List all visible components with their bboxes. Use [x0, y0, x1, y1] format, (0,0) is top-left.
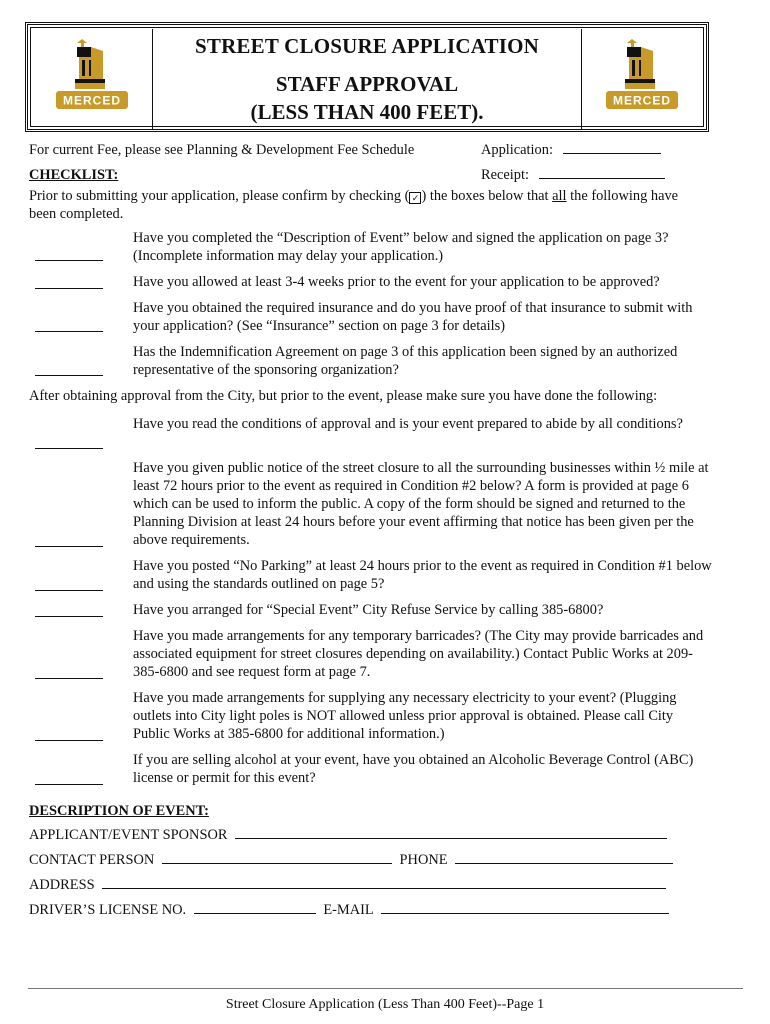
- checklist-blank[interactable]: [35, 546, 103, 547]
- checkbox-checked-icon: ✓: [409, 192, 421, 204]
- checklist-item-text: If you are selling alcohol at your event, have you obtained an Alcoholic Beverage Control (ABC) license or permit for this event?: [133, 752, 694, 786]
- logo-text: MERCED: [612, 93, 672, 108]
- description-heading: DESCRIPTION OF EVENT:: [29, 803, 209, 819]
- license-row: [29, 901, 669, 919]
- checklist-item-text: Have you made arrangements for any temporary barricades? (The City may provide barricades and associated equipment for street closures depending on availability.) Contact Public Works at 209-385-6800 and see request form at page 7.: [133, 628, 704, 680]
- checklist-item-text: Have you posted “No Parking” at least 24 hours prior to the event as required in Condition #1 below and using the standards outlined on page 5?: [133, 558, 712, 592]
- email-input[interactable]: [381, 901, 669, 914]
- applicant-input[interactable]: [235, 826, 667, 839]
- checklist-item-text: Have you allowed at least 3-4 weeks prior to the event for your application to be approved?: [133, 274, 660, 290]
- receipt-input[interactable]: [539, 166, 665, 179]
- confirm-instruction: [29, 187, 678, 205]
- checklist-heading: CHECKLIST:: [29, 167, 119, 183]
- page-footer: Street Closure Application (Less Than 400 Feet)--Page 1: [225, 997, 545, 1012]
- applicant-row: [29, 826, 667, 844]
- checklist-item: [29, 627, 729, 681]
- fee-note: For current Fee, please see Planning & Development Fee Schedule: [29, 142, 415, 158]
- document-subtitle-approval: STAFF APPROVAL: [275, 72, 459, 96]
- after-approval-note: After obtaining approval from the City, but prior to the event, please make sure you have done the following:: [29, 388, 658, 404]
- checklist-item: [29, 273, 729, 291]
- checklist-blank[interactable]: [35, 784, 103, 785]
- checklist-item: [29, 343, 729, 379]
- checklist-item-text: Have you read the conditions of approval and is your event prepared to abide by all conditions?: [133, 416, 683, 432]
- phone-input[interactable]: [455, 851, 673, 864]
- document-subtitle-length: (LESS THAN 400 FEET).: [250, 100, 484, 124]
- receipt-field: [481, 166, 665, 184]
- footer-divider: [28, 988, 743, 989]
- license-input[interactable]: [194, 901, 316, 914]
- checklist-blank[interactable]: [35, 288, 103, 289]
- header-box: [25, 22, 709, 132]
- checklist-item: [29, 299, 729, 335]
- checklist-item: [29, 689, 729, 743]
- checklist-blank[interactable]: [35, 590, 103, 591]
- checklist-item: [29, 459, 729, 549]
- checklist-item-text: Have you given public notice of the street closure to all the surrounding businesses within ½ mile at least 72 hours prior to the event as required in Condition #2 below? A form is provided at page 6 which can be used to inform the public. A copy of the form should be signed and returned to the Planning Division at least 24 hours before your event affirming that notice has been given per the above requirements.: [133, 460, 709, 548]
- merced-logo-icon: [47, 29, 137, 125]
- phone-label: PHONE: [399, 852, 448, 868]
- checklist-item-text: Have you arranged for “Special Event” City Refuse Service by calling 385-6800?: [133, 602, 604, 618]
- checklist-blank[interactable]: [35, 740, 103, 741]
- confirm-text-mid: ) the boxes below that: [421, 188, 553, 204]
- contact-input[interactable]: [162, 851, 392, 864]
- address-input[interactable]: [102, 876, 666, 889]
- merced-logo-right: [581, 29, 702, 129]
- checklist-item: [29, 751, 729, 787]
- contact-row: [29, 851, 673, 869]
- checklist-blank[interactable]: [35, 260, 103, 261]
- checklist-item: [29, 229, 729, 265]
- checklist-item-text: Have you completed the “Description of Event” below and signed the application on page 3? (Incomplete information may delay your application.): [133, 230, 669, 264]
- address-row: [29, 876, 666, 894]
- checklist-blank[interactable]: [35, 678, 103, 679]
- logo-text: MERCED: [62, 93, 122, 108]
- title-block: [152, 29, 582, 129]
- checklist-item-text: Has the Indemnification Agreement on page 3 of this application been signed by an authorized representative of the sponsoring organization?: [133, 344, 678, 378]
- application-field: [481, 141, 661, 159]
- application-input[interactable]: [563, 141, 661, 154]
- receipt-label: Receipt:: [481, 167, 529, 183]
- checklist-blank[interactable]: [35, 448, 103, 449]
- confirm-text-pre: Prior to submitting your application, please confirm by checking (: [29, 188, 410, 204]
- checklist-blank[interactable]: [35, 375, 103, 376]
- checklist-item-text: Have you obtained the required insurance and do you have proof of that insurance to submit with your application? (See “Insurance” section on page 3 for details): [133, 300, 693, 334]
- applicant-label: APPLICANT/EVENT SPONSOR: [29, 827, 228, 843]
- confirm-text-all: all: [552, 188, 567, 204]
- checklist-item: [29, 415, 729, 451]
- license-label: DRIVER’S LICENSE NO.: [29, 902, 187, 918]
- merced-logo-icon: [597, 29, 687, 125]
- confirm-instruction-cont: been completed.: [29, 206, 124, 222]
- checklist-item: [29, 601, 729, 619]
- contact-label: CONTACT PERSON: [29, 852, 155, 868]
- checklist-item-text: Have you made arrangements for supplying any necessary electricity to your event? (Plugging outlets into City light poles is NOT allowed unless prior approval is obtained. Please call City Public Works at 385-6800 for additional information.): [133, 690, 677, 742]
- application-label: Application:: [481, 142, 553, 158]
- document-title: STREET CLOSURE APPLICATION: [194, 34, 539, 58]
- checklist-blank[interactable]: [35, 616, 103, 617]
- checklist-item: [29, 557, 729, 593]
- address-label: ADDRESS: [29, 877, 95, 893]
- checklist-blank[interactable]: [35, 331, 103, 332]
- confirm-text-post: the following have: [566, 188, 679, 204]
- merced-logo-left: [32, 29, 153, 129]
- email-label: E-MAIL: [323, 902, 374, 918]
